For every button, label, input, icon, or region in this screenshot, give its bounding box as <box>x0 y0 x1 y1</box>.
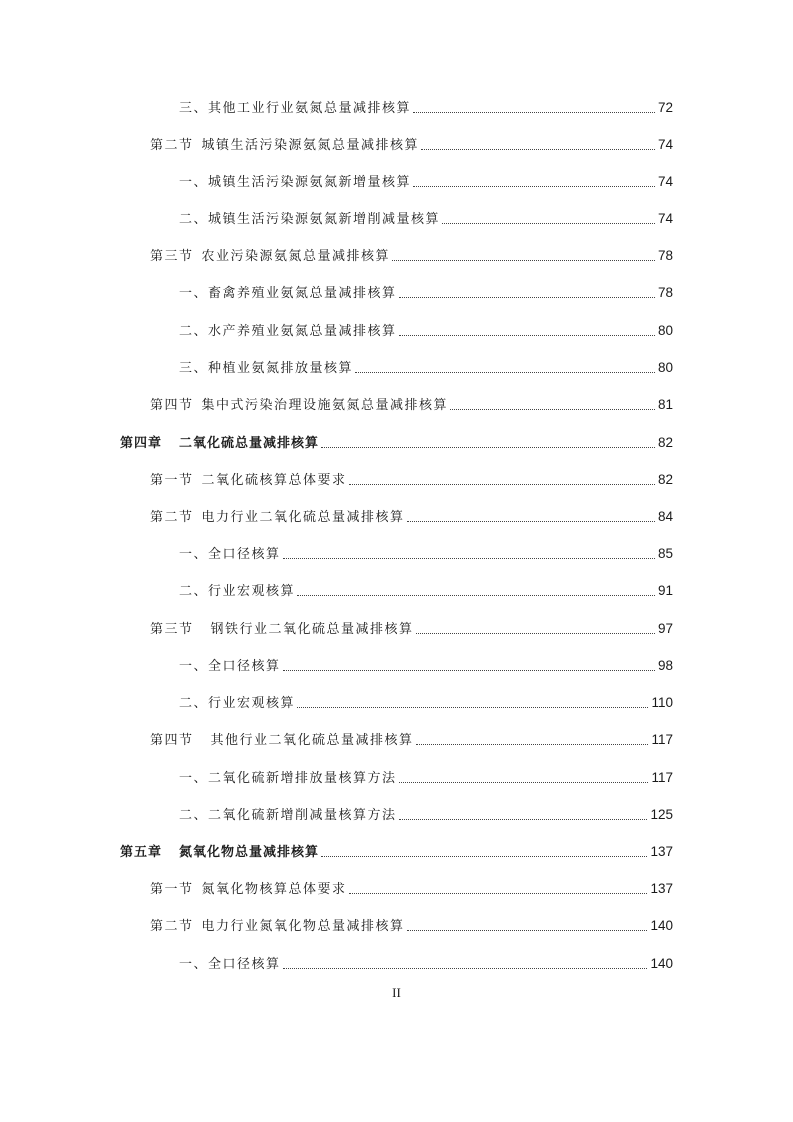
toc-entry-page: 78 <box>657 248 673 263</box>
toc-entry-page: 125 <box>650 807 673 822</box>
toc-entry-page: 74 <box>657 137 673 152</box>
dot-leader <box>413 186 655 187</box>
toc-entry-title: 二氧化硫新增削减量核算方法 <box>208 808 397 823</box>
dot-leader <box>416 633 655 634</box>
toc-chapter-entry[interactable] <box>120 432 673 454</box>
toc-entry[interactable] <box>179 804 673 826</box>
toc-entry-title: 电力行业氮氧化物总量减排核算 <box>201 919 405 934</box>
toc-entry-page: 82 <box>657 435 673 450</box>
toc-entry-page: 137 <box>650 844 673 859</box>
dot-leader <box>416 744 649 745</box>
toc-entry-number: 第四章 <box>120 436 163 451</box>
toc-entry-number: 第一节 <box>150 473 194 488</box>
toc-entry-title: 畜禽养殖业氨氮总量减排核算 <box>208 286 397 301</box>
dot-leader <box>321 447 655 448</box>
dot-leader <box>283 968 648 969</box>
dot-leader <box>283 670 655 671</box>
toc-entry[interactable] <box>150 506 673 528</box>
toc-entry-page: 80 <box>657 323 673 338</box>
toc-entry-number: 一、 <box>179 286 209 301</box>
toc-entry-title: 集中式污染治理设施氨氮总量减排核算 <box>201 398 449 413</box>
toc-entry[interactable] <box>179 320 673 342</box>
toc-entry-page: 72 <box>657 100 673 115</box>
toc-entry[interactable] <box>179 767 673 789</box>
dot-leader <box>399 782 649 783</box>
toc-entry-number: 三、 <box>179 101 209 116</box>
dot-leader <box>450 409 655 410</box>
toc-entry-title: 其他工业行业氨氮总量减排核算 <box>208 101 412 116</box>
toc-entry-page: 117 <box>651 770 673 785</box>
dot-leader <box>283 558 655 559</box>
toc-entry-number: 第三节 <box>150 249 194 264</box>
toc-entry-title: 城镇生活污染源氨氮总量减排核算 <box>201 138 420 153</box>
toc-entry-title: 电力行业二氧化硫总量减排核算 <box>201 510 405 525</box>
dot-leader <box>349 484 655 485</box>
toc-entry-number: 二、 <box>179 212 209 227</box>
toc-entry[interactable] <box>179 655 673 677</box>
toc-entry-title: 全口径核算 <box>208 659 281 674</box>
toc-entry-page: 84 <box>657 509 673 524</box>
toc-entry[interactable] <box>150 915 673 937</box>
toc-entry-number: 一、 <box>179 771 209 786</box>
toc-entry[interactable] <box>150 469 673 491</box>
toc-entry[interactable] <box>179 543 673 565</box>
toc-entry[interactable] <box>179 208 673 230</box>
dot-leader <box>413 112 655 113</box>
toc-entry[interactable] <box>179 953 673 975</box>
toc-entry-number: 第五章 <box>120 845 163 860</box>
page-number: II <box>392 985 401 1000</box>
toc-entry-number: 第四节 <box>150 398 194 413</box>
toc-entry-page: 74 <box>657 174 673 189</box>
dot-leader <box>399 819 648 820</box>
dot-leader <box>407 521 655 522</box>
toc-entry-page: 80 <box>657 360 673 375</box>
toc-entry-title: 二氧化硫新增排放量核算方法 <box>208 771 397 786</box>
toc-entry-number: 一、 <box>179 175 209 190</box>
toc-entry-number: 一、 <box>179 659 209 674</box>
toc-entry-number: 二、 <box>179 808 209 823</box>
toc-entry-page: 140 <box>650 918 673 933</box>
dot-leader <box>321 856 647 857</box>
toc-entry-number: 第一节 <box>150 882 194 897</box>
toc-entry[interactable] <box>150 394 673 416</box>
toc-entry[interactable] <box>179 97 673 119</box>
toc-entry-page: 85 <box>657 546 673 561</box>
toc-entry-title: 氮氧化物核算总体要求 <box>201 882 347 897</box>
toc-entry-page: 97 <box>657 621 673 636</box>
dot-leader <box>442 223 655 224</box>
toc-entry[interactable] <box>150 245 673 267</box>
toc-entry-number: 一、 <box>179 957 209 972</box>
toc-entry-title: 二氧化硫核算总体要求 <box>201 473 347 488</box>
toc-entry-number: 第二节 <box>150 510 194 525</box>
toc-entry[interactable] <box>179 692 673 714</box>
toc-entry-number: 二、 <box>179 584 209 599</box>
toc-entry[interactable] <box>150 878 673 900</box>
toc-entry-page: 110 <box>651 695 673 710</box>
toc-entry-title: 全口径核算 <box>208 957 281 972</box>
dot-leader <box>399 335 655 336</box>
dot-leader <box>421 149 655 150</box>
toc-entry-title: 种植业氨氮排放量核算 <box>208 361 354 376</box>
toc-entry-title: 全口径核算 <box>208 547 281 562</box>
toc-entry-number: 第四节 <box>150 733 194 748</box>
toc-entry-page: 82 <box>657 472 673 487</box>
toc-entry[interactable] <box>179 357 673 379</box>
dot-leader <box>399 297 655 298</box>
toc-entry-number: 第二节 <box>150 919 194 934</box>
toc-entry-number: 一、 <box>179 547 209 562</box>
toc-entry-title: 城镇生活污染源氨氮新增削减量核算 <box>208 212 441 227</box>
toc-entry[interactable] <box>150 134 673 156</box>
toc-entry[interactable] <box>150 729 673 751</box>
toc-entry-page: 140 <box>650 956 673 971</box>
dot-leader <box>392 260 655 261</box>
toc-entry-page: 91 <box>657 583 673 598</box>
toc-entry[interactable] <box>179 580 673 602</box>
toc-entry-page: 137 <box>650 881 673 896</box>
toc-entry-title: 氮氧化物总量减排核算 <box>179 845 320 860</box>
toc-entry-number: 三、 <box>179 361 209 376</box>
toc-entry-title: 城镇生活污染源氨氮新增量核算 <box>208 175 412 190</box>
toc-entry-page: 117 <box>651 732 673 747</box>
toc-entry-page: 81 <box>657 397 673 412</box>
toc-entry-title: 钢铁行业二氧化硫总量减排核算 <box>210 622 414 637</box>
toc-chapter-entry[interactable] <box>120 841 673 863</box>
toc-entry-number: 第二节 <box>150 138 194 153</box>
toc-entry-page: 98 <box>657 658 673 673</box>
toc-entry-number: 二、 <box>179 324 209 339</box>
toc-entry[interactable] <box>179 282 673 304</box>
toc-entry-title: 水产养殖业氨氮总量减排核算 <box>208 324 397 339</box>
toc-entry-number: 二、 <box>179 696 209 711</box>
dot-leader <box>297 707 648 708</box>
dot-leader <box>297 595 655 596</box>
dot-leader <box>349 893 648 894</box>
toc-entry-title: 其他行业二氧化硫总量减排核算 <box>210 733 414 748</box>
toc-entry-title: 二氧化硫总量减排核算 <box>179 436 320 451</box>
toc-entry-title: 农业污染源氨氮总量减排核算 <box>201 249 391 264</box>
toc-entry-title: 行业宏观核算 <box>208 584 296 599</box>
toc-entry-page: 78 <box>657 285 673 300</box>
dot-leader <box>355 372 655 373</box>
toc-entry-number: 第三节 <box>150 622 194 637</box>
toc-entry-page: 74 <box>657 211 673 226</box>
toc-entry-title: 行业宏观核算 <box>208 696 296 711</box>
toc-entry[interactable] <box>179 171 673 193</box>
toc-entry[interactable] <box>150 618 673 640</box>
dot-leader <box>407 930 648 931</box>
